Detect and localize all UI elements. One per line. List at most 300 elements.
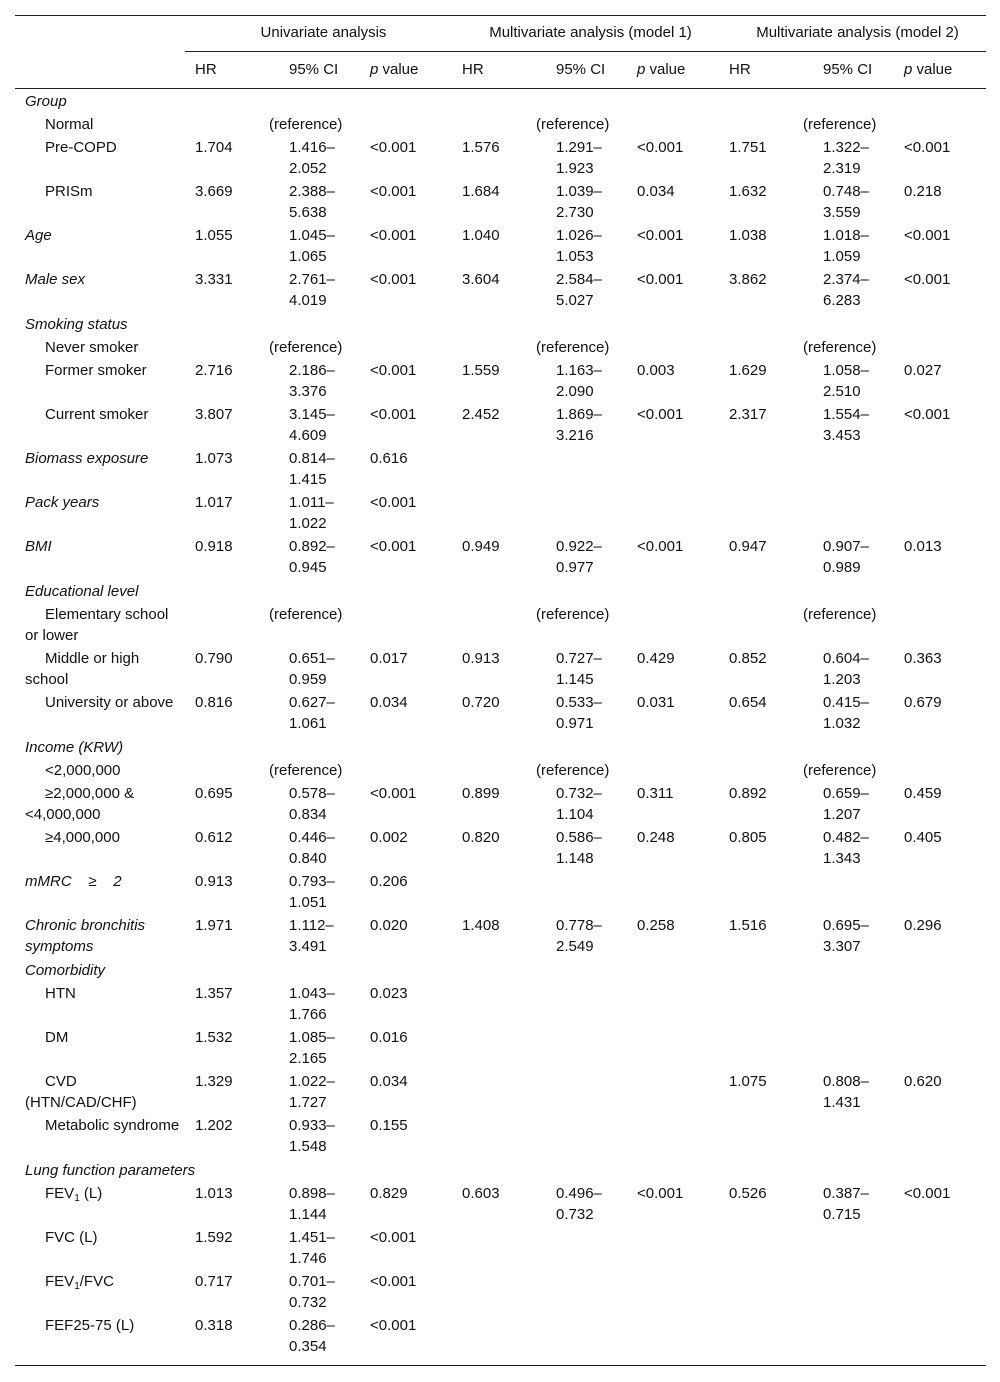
hr-cell: 1.684 (462, 183, 500, 200)
pvalue-cell: <0.001 (370, 785, 417, 802)
header-univariate: Univariate analysis (185, 16, 452, 52)
ci-cell: 0.627– 1.061 (289, 694, 335, 732)
hr-cell: 1.202 (195, 1117, 233, 1134)
ci-cell: 1.058– 2.510 (823, 362, 869, 400)
hr-cell: 3.669 (195, 183, 233, 200)
ci-cell (536, 1270, 627, 1314)
ci-cell: 0.387– 0.715 (823, 1185, 869, 1223)
pvalue-cell (894, 982, 986, 1026)
hr-cell: 3.604 (462, 271, 500, 288)
ci-cell: 0.415– 1.032 (823, 694, 869, 732)
row-label: BMI (25, 538, 52, 555)
section-row (15, 579, 986, 603)
ci-cell: 0.286– 0.354 (269, 1314, 360, 1366)
pvalue-cell: 0.013 (904, 538, 942, 555)
hr-cell: 0.852 (729, 650, 767, 667)
table-row (15, 136, 986, 180)
subheader-ci: 95% CI (803, 52, 894, 89)
pvalue-cell: 0.311 (637, 785, 674, 802)
ci-cell: 1.112– 3.491 (289, 917, 334, 955)
hr-cell (719, 1270, 803, 1314)
ci-cell (803, 1114, 894, 1158)
row-label: <2,000,000 (45, 762, 121, 779)
pvalue-cell (894, 447, 986, 491)
pvalue-cell: 0.459 (904, 785, 942, 802)
header-model1: Multivariate analysis (model 1) (452, 16, 719, 52)
ci-cell: 0.727– 1.145 (556, 650, 602, 688)
table-body (15, 89, 986, 1366)
table-row (15, 491, 986, 535)
pvalue-cell: 0.023 (370, 985, 408, 1002)
hr-cell (452, 1314, 536, 1366)
table-row (15, 535, 986, 579)
hr-cell: 0.816 (195, 694, 233, 711)
ci-cell: 2.374– 6.283 (823, 271, 869, 309)
pvalue-cell: <0.001 (637, 227, 684, 244)
hr-cell (719, 759, 803, 782)
row-label: $FEV_1$/FVC (45, 1273, 114, 1292)
ci-cell: 0.651– 0.959 (289, 650, 335, 688)
ci-cell: 0.793– 1.051 (289, 873, 335, 911)
hr-cell: 2.452 (462, 406, 500, 423)
table-row (15, 1182, 986, 1226)
pvalue-cell: <0.001 (637, 538, 684, 555)
hr-cell (719, 1114, 803, 1158)
pvalue-cell (894, 870, 986, 914)
hr-cell: 1.751 (729, 139, 767, 156)
hr-cell: 1.632 (729, 183, 767, 200)
row-label: FVC (L) (45, 1229, 98, 1246)
hr-cell: 3.862 (729, 271, 767, 288)
hr-cell (719, 491, 803, 535)
hr-cell (185, 759, 269, 782)
pvalue-cell (627, 603, 719, 647)
row-label: Chronic bronchitis symptoms (25, 917, 150, 955)
ci-cell: 1.554– 3.453 (823, 406, 869, 444)
hr-cell (719, 336, 803, 359)
hr-cell: 1.357 (195, 985, 233, 1002)
pvalue-cell: 0.429 (637, 650, 675, 667)
header-model2: Multivariate analysis (model 2) (719, 16, 986, 52)
ci-cell: 0.814– 1.415 (289, 450, 335, 488)
pvalue-cell: <0.001 (370, 271, 417, 288)
pvalue-cell (360, 759, 452, 782)
subheader-ci: 95% CI (269, 52, 360, 89)
ci-cell: 1.085– 2.165 (289, 1029, 335, 1067)
table-row (15, 691, 986, 735)
pvalue-cell (627, 1026, 719, 1070)
pvalue-cell: <0.001 (360, 1314, 452, 1366)
pvalue-cell: 0.679 (904, 694, 942, 711)
subheader-pvalue: p value (894, 52, 986, 89)
hr-cell (719, 113, 803, 136)
hr-cell: 1.013 (195, 1185, 233, 1202)
row-label: DM (45, 1029, 69, 1046)
ci-cell: 0.933– 1.548 (289, 1117, 335, 1155)
results-table (15, 15, 986, 1366)
hr-cell: 0.695 (195, 785, 233, 802)
header-blank (15, 16, 185, 52)
ci-cell (536, 491, 627, 535)
pvalue-cell (627, 491, 719, 535)
table-row (15, 336, 986, 359)
ci-cell: 0.604– 1.203 (823, 650, 869, 688)
hr-cell: 1.576 (462, 139, 500, 156)
pvalue-cell (627, 1226, 719, 1270)
hr-cell: 0.947 (729, 538, 767, 555)
pvalue-cell: <0.001 (370, 139, 417, 156)
pvalue-cell: <0.001 (904, 227, 951, 244)
ci-cell: 0.659– 1.207 (823, 785, 869, 823)
pvalue-cell: <0.001 (904, 406, 951, 423)
pvalue-cell: <0.001 (370, 538, 417, 555)
pvalue-cell: 0.002 (370, 829, 408, 846)
row-label: Elementary school or lower (25, 606, 169, 644)
ci-cell: (reference) (269, 762, 343, 779)
pvalue-cell: 0.034 (370, 694, 408, 711)
hr-cell: 0.949 (462, 538, 500, 555)
subheader-hr: HR (185, 52, 269, 89)
hr-cell (185, 603, 269, 647)
table-row (15, 403, 986, 447)
ci-cell: 1.416– 2.052 (289, 139, 335, 177)
ci-cell: 0.778– 2.549 (556, 917, 602, 955)
row-label: Pre-COPD (45, 139, 117, 156)
pvalue-cell: <0.001 (904, 271, 951, 288)
hr-cell: 1.329 (195, 1073, 233, 1090)
hr-cell: 1.559 (462, 362, 500, 379)
pvalue-cell (627, 1114, 719, 1158)
ci-cell: 1.869– 3.216 (556, 406, 602, 444)
table-row (15, 1226, 986, 1270)
pvalue-cell (894, 603, 986, 647)
ci-cell: 1.163– 2.090 (556, 362, 602, 400)
ci-cell: 3.145– 4.609 (289, 406, 335, 444)
pvalue-cell: 0.016 (370, 1029, 408, 1046)
pvalue-cell: 0.034 (637, 183, 675, 200)
pvalue-cell (894, 336, 986, 359)
hr-cell: 2.716 (195, 362, 233, 379)
ci-cell: 1.291– 1.923 (556, 139, 602, 177)
ci-cell (536, 447, 627, 491)
hr-cell (452, 982, 536, 1026)
hr-cell: 1.532 (195, 1029, 233, 1046)
pvalue-cell: <0.001 (370, 406, 417, 423)
row-label: Never smoker (45, 339, 139, 356)
row-label: $FEV_1$ (L) (45, 1185, 103, 1204)
pvalue-cell (894, 1270, 986, 1314)
pvalue-cell (894, 1226, 986, 1270)
pvalue-cell (894, 1026, 986, 1070)
hr-cell: 0.918 (195, 538, 233, 555)
ci-cell (803, 870, 894, 914)
ci-cell: 1.322– 2.319 (823, 139, 869, 177)
section-label: Educational level (25, 583, 139, 600)
pvalue-cell (360, 113, 452, 136)
subheader-pvalue: p value (360, 52, 452, 89)
hr-cell: 0.913 (462, 650, 500, 667)
ci-cell: 1.451– 1.746 (289, 1229, 335, 1267)
ci-cell: (reference) (803, 762, 877, 779)
ci-cell: 0.748– 3.559 (823, 183, 869, 221)
ci-cell: 0.578– 0.834 (289, 785, 335, 823)
row-label: HTN (45, 985, 76, 1002)
ci-cell: 0.446– 0.840 (289, 829, 335, 867)
table-row (15, 1070, 986, 1114)
hr-cell (719, 603, 803, 647)
table-row (15, 603, 986, 647)
hr-cell: 1.629 (729, 362, 767, 379)
pvalue-cell: 0.034 (370, 1073, 408, 1090)
pvalue-cell (627, 982, 719, 1026)
ci-cell: (reference) (803, 339, 877, 356)
hr-cell (185, 336, 269, 359)
hr-cell: 1.075 (729, 1073, 767, 1090)
hr-cell: 0.820 (462, 829, 500, 846)
table-row (15, 1314, 986, 1366)
table-row (15, 180, 986, 224)
hr-cell (719, 1026, 803, 1070)
pvalue-cell (894, 759, 986, 782)
ci-cell: 1.039– 2.730 (556, 183, 602, 221)
pvalue-cell (627, 1070, 719, 1114)
hr-cell: 1.038 (729, 227, 767, 244)
pvalue-cell (360, 603, 452, 647)
section-label: Lung function parameters (25, 1162, 196, 1179)
table-row (15, 870, 986, 914)
hr-cell: 1.408 (462, 917, 500, 934)
ci-cell: 0.907– 0.989 (823, 538, 869, 576)
hr-cell (452, 759, 536, 782)
hr-cell: 0.603 (462, 1185, 500, 1202)
subheader-blank (15, 52, 185, 89)
pvalue-cell: <0.001 (637, 139, 684, 156)
row-label: CVD (HTN/CAD/CHF) (25, 1073, 137, 1111)
hr-cell (452, 870, 536, 914)
ci-cell: (reference) (269, 116, 343, 133)
row-label: Normal (45, 116, 94, 133)
ci-cell: 0.533– 0.971 (556, 694, 602, 732)
pvalue-cell (627, 759, 719, 782)
row-label: Pack years (25, 494, 100, 511)
table-row (15, 759, 986, 782)
hr-cell (452, 336, 536, 359)
ci-cell: (reference) (536, 762, 610, 779)
ci-cell: 0.482– 1.343 (823, 829, 869, 867)
ci-cell: 0.898– 1.144 (289, 1185, 335, 1223)
section-row (15, 312, 986, 336)
pvalue-cell: 0.829 (370, 1185, 408, 1202)
table-row (15, 826, 986, 870)
hr-cell: 0.717 (195, 1273, 233, 1290)
hr-cell: 0.654 (729, 694, 767, 711)
hr-cell (452, 1114, 536, 1158)
ci-cell: 0.496– 0.732 (556, 1185, 602, 1223)
pvalue-cell (627, 1314, 719, 1366)
pvalue-cell (894, 1114, 986, 1158)
pvalue-cell: 0.296 (904, 917, 942, 934)
ci-cell (803, 1026, 894, 1070)
table-row (15, 359, 986, 403)
pvalue-cell: 0.248 (637, 829, 675, 846)
ci-cell: (reference) (803, 606, 877, 623)
pvalue-cell: <0.001 (370, 227, 417, 244)
row-label: Male sex (25, 271, 86, 288)
ci-cell (536, 1114, 627, 1158)
ci-cell: 0.695– 3.307 (823, 917, 869, 955)
ci-cell: 1.022– 1.727 (289, 1073, 335, 1111)
subheader-row (15, 52, 986, 89)
pvalue-cell: <0.001 (637, 406, 684, 423)
section-label: Group (25, 93, 67, 110)
hr-cell: 0.790 (195, 650, 233, 667)
table-row (15, 782, 986, 826)
subheader-ci: 95% CI (536, 52, 627, 89)
hr-cell: 0.892 (729, 785, 767, 802)
pvalue-cell: 0.155 (370, 1117, 408, 1134)
hr-cell: 1.055 (195, 227, 233, 244)
section-label: Smoking status (25, 316, 128, 333)
ci-cell: (reference) (803, 116, 877, 133)
ci-cell (803, 1314, 894, 1366)
ci-cell (803, 447, 894, 491)
pvalue-cell: 0.616 (370, 450, 408, 467)
pvalue-cell: 0.003 (637, 362, 675, 379)
hr-cell: 1.040 (462, 227, 500, 244)
ci-cell: 1.018– 1.059 (823, 227, 869, 265)
pvalue-cell (894, 1314, 986, 1366)
ci-cell: 2.388– 5.638 (289, 183, 335, 221)
hr-cell: 0.612 (195, 829, 233, 846)
hr-cell: 0.318 (185, 1314, 269, 1366)
hr-cell: 0.720 (462, 694, 500, 711)
pvalue-cell (627, 1270, 719, 1314)
ci-cell (536, 1070, 627, 1114)
pvalue-cell: 0.620 (904, 1073, 942, 1090)
hr-cell (452, 1270, 536, 1314)
row-label: mMRC ≥ 2 (25, 873, 122, 890)
pvalue-cell (894, 113, 986, 136)
pvalue-cell (894, 491, 986, 535)
table-row (15, 1026, 986, 1070)
pvalue-cell: 0.017 (370, 650, 408, 667)
pvalue-cell: <0.001 (637, 1185, 684, 1202)
section-row (15, 735, 986, 759)
hr-cell (719, 1314, 803, 1366)
pvalue-cell: 0.258 (637, 917, 675, 934)
ci-cell: 1.026– 1.053 (556, 227, 602, 265)
hr-cell (452, 447, 536, 491)
pvalue-cell (627, 336, 719, 359)
pvalue-cell (627, 113, 719, 136)
pvalue-cell: <0.001 (370, 494, 417, 511)
hr-cell: 0.805 (729, 829, 767, 846)
row-label: Middle or high school (25, 650, 140, 688)
ci-cell: (reference) (269, 606, 343, 623)
section-row (15, 958, 986, 982)
subheader-hr: HR (719, 52, 803, 89)
hr-cell (719, 870, 803, 914)
pvalue-cell: <0.001 (370, 183, 417, 200)
hr-cell: 3.807 (195, 406, 233, 423)
ci-cell (803, 1270, 894, 1314)
hr-cell: 0.913 (195, 873, 233, 890)
ci-cell (536, 1226, 627, 1270)
hr-cell (719, 1226, 803, 1270)
row-label: ≥4,000,000 (45, 829, 120, 846)
row-label: ≥2,000,000 & <4,000,000 (25, 785, 135, 823)
ci-cell: 0.808– 1.431 (823, 1073, 869, 1111)
pvalue-cell (360, 336, 452, 359)
hr-cell (452, 491, 536, 535)
pvalue-cell: 0.020 (370, 917, 408, 934)
hr-cell (719, 447, 803, 491)
ci-cell (536, 1314, 627, 1366)
hr-cell (185, 113, 269, 136)
hr-cell: 1.516 (729, 917, 767, 934)
ci-cell (803, 491, 894, 535)
hr-cell (719, 982, 803, 1026)
ci-cell: 0.892– 0.945 (289, 538, 335, 576)
pvalue-cell: <0.001 (904, 139, 951, 156)
table-row (15, 224, 986, 268)
ci-cell (536, 1026, 627, 1070)
table-row (15, 982, 986, 1026)
ci-cell: 0.922– 0.977 (556, 538, 602, 576)
ci-cell: 2.186– 3.376 (289, 362, 335, 400)
ci-cell: (reference) (536, 339, 610, 356)
pvalue-cell: <0.001 (370, 362, 417, 379)
hr-cell: 1.704 (195, 139, 233, 156)
ci-cell: 0.586– 1.148 (556, 829, 602, 867)
pvalue-cell: 0.027 (904, 362, 942, 379)
ci-cell (803, 982, 894, 1026)
table-row (15, 647, 986, 691)
table-row (15, 268, 986, 312)
hr-cell (452, 1026, 536, 1070)
hr-cell (452, 113, 536, 136)
row-label: Age (25, 227, 52, 244)
pvalue-cell: <0.001 (370, 1229, 417, 1246)
hr-cell: 0.899 (462, 785, 500, 802)
ci-cell: 0.732– 1.104 (556, 785, 602, 823)
pvalue-cell (627, 870, 719, 914)
ci-cell: 2.584– 5.027 (556, 271, 602, 309)
pvalue-cell: 0.363 (904, 650, 942, 667)
ci-cell: 2.761– 4.019 (289, 271, 335, 309)
ci-cell: 0.701– 0.732 (289, 1273, 335, 1311)
hr-cell (452, 603, 536, 647)
ci-cell (803, 1226, 894, 1270)
table-row (15, 1114, 986, 1158)
ci-cell: 1.045– 1.065 (289, 227, 335, 265)
hr-cell: 1.592 (195, 1229, 233, 1246)
ci-cell: 1.043– 1.766 (289, 985, 335, 1023)
pvalue-cell: <0.001 (370, 1273, 417, 1290)
hr-cell (452, 1226, 536, 1270)
hr-cell (452, 1070, 536, 1114)
pvalue-cell: 0.206 (370, 873, 408, 890)
table-row (15, 113, 986, 136)
ci-cell: (reference) (536, 606, 610, 623)
ci-cell (536, 870, 627, 914)
ci-cell (536, 982, 627, 1026)
pvalue-cell: 0.218 (904, 183, 942, 200)
row-label: University or above (45, 694, 174, 711)
hr-cell: 0.526 (729, 1185, 767, 1202)
pvalue-cell: <0.001 (637, 271, 684, 288)
pvalue-cell: 0.405 (904, 829, 942, 846)
